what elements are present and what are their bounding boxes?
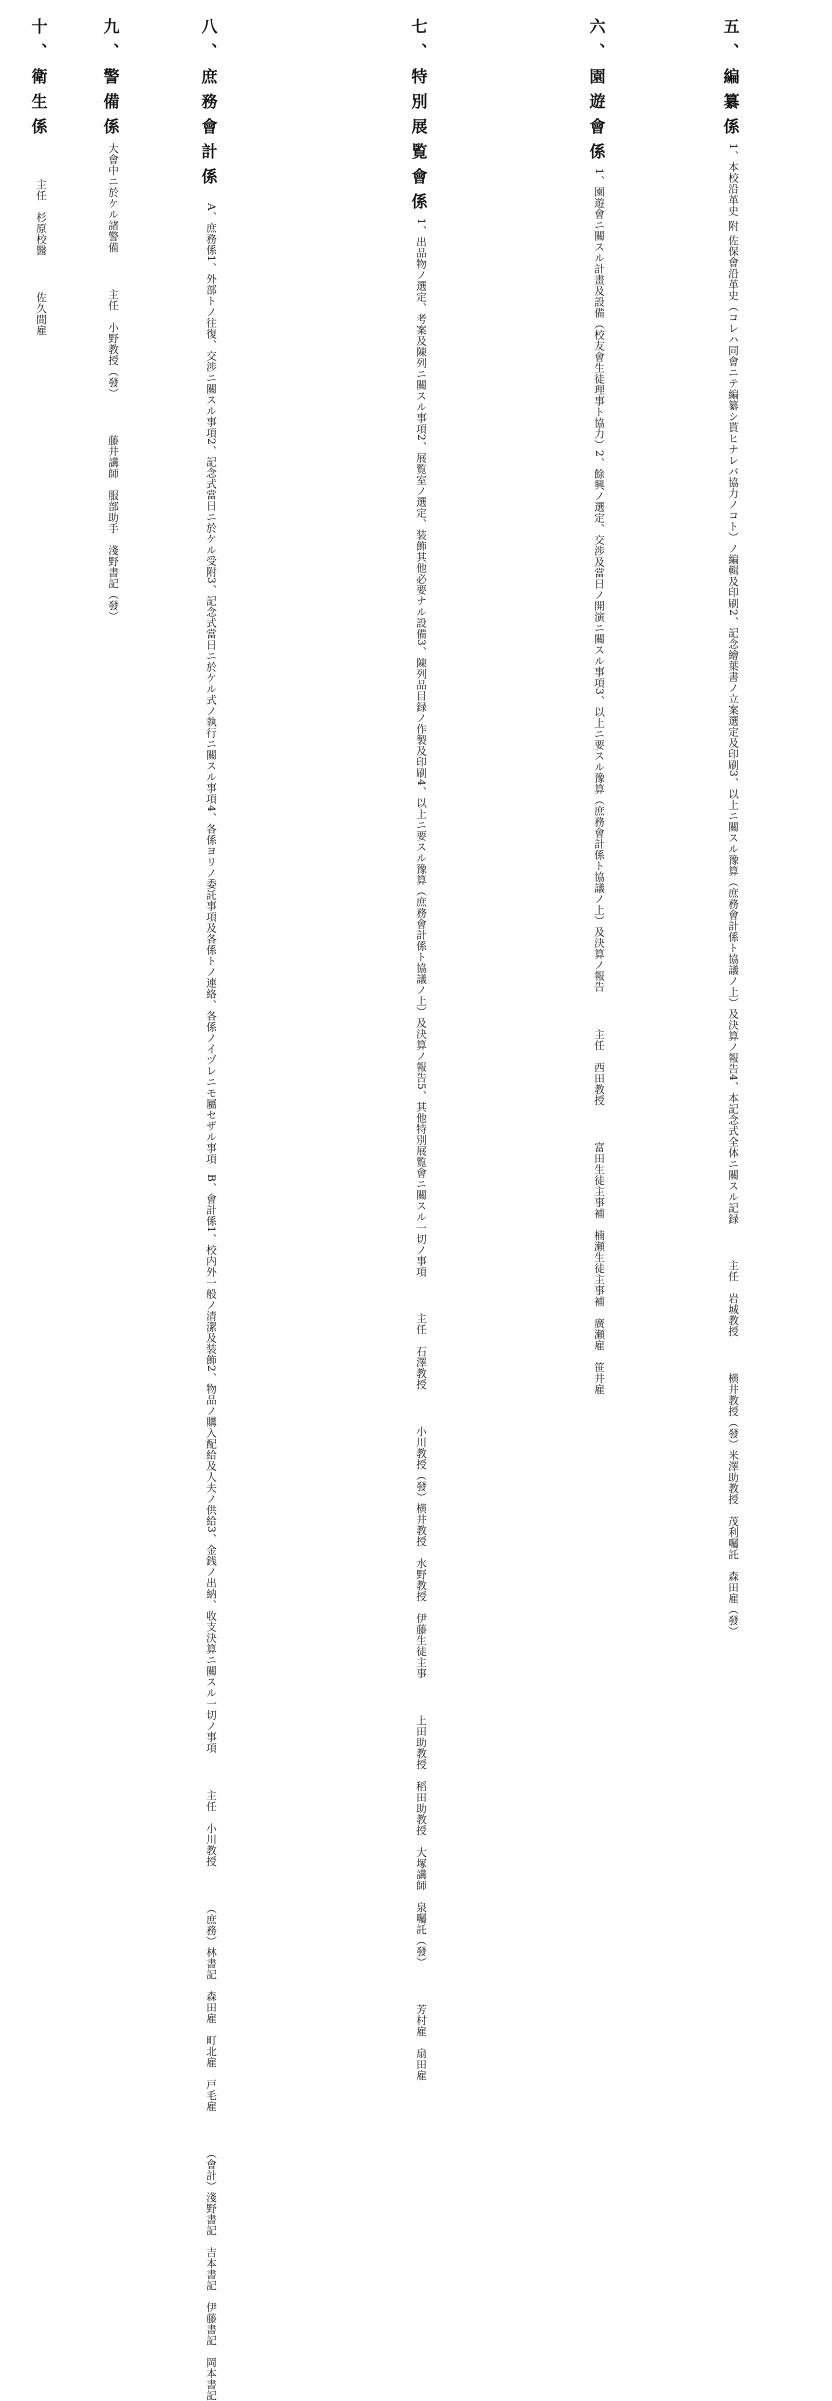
person-line: 主任 小野教授（發） xyxy=(107,289,119,399)
section-hygiene xyxy=(20,18,46,488)
subsection-label: B、會計係 xyxy=(205,1173,217,1227)
person-line: 横井教授（發）米澤助教授 茂利囑託 森田雇（發） xyxy=(727,1373,739,1638)
person-line: 主任 杉原校醫 xyxy=(35,179,47,256)
section-item: 4、本記念式全体ニ關スル記録 xyxy=(727,1074,739,1225)
section-item: 1、園遊會ニ關スル計畫及設備（校友會生徒理事ト協力） xyxy=(593,168,605,451)
section-heading: 五、編纂係 xyxy=(721,18,740,143)
section-item: 大會中ニ於ケル諸警備 xyxy=(107,143,119,253)
section-item: 3、陳列品目録ノ作製及印刷 xyxy=(415,639,427,779)
section-item: 1、外部トノ往復、交渉ニ關スル事項 xyxy=(205,255,217,439)
person-line: 藤井講師 服部助手 淺野書記（發） xyxy=(107,435,119,622)
section-item: 1、校内外一般ノ清潔及装飾 xyxy=(205,1226,217,1366)
person-line: 富田生徒主事補 楠瀬生徒主事補 廣瀬雇 笹井雇 xyxy=(593,1141,605,1395)
person-line: 主任 小川教授 xyxy=(205,1789,217,1867)
person-line: 小川教授（發）横井教授 水野教授 伊藤生徒主事 xyxy=(415,1425,427,1679)
section-heading: 六、園遊會係 xyxy=(587,18,606,168)
section-item: 2、物品ノ購入配給及人夫ノ供給 xyxy=(205,1365,217,1527)
section-item: 3、以上ニ要スル豫算（庶務會計係ト協議ノ上）及決算ノ報告 xyxy=(593,688,605,993)
section-item: 2、餘興ノ選定、交渉及當日ノ開演ニ關スル事項 xyxy=(593,450,605,689)
section-compilation xyxy=(712,18,740,1638)
person-line: （會計）淺野書記 吉本書記 伊藤書記 岡本書記 xyxy=(205,2147,217,2401)
section-heading: 七、特別展覧會係 xyxy=(409,18,428,218)
subsection-label: A、庶務係 xyxy=(205,203,217,256)
person-line: 芳村雇 扇田雇 xyxy=(415,2003,427,2081)
section-item: 3、金銭ノ出納、收支決算ニ關スル一切ノ事項 xyxy=(205,1526,217,1754)
section-item: 1、出品物ノ選定、考案及陳列ニ關スル事項 xyxy=(415,218,427,435)
person-line: 佐久間雇 xyxy=(35,292,47,336)
section-item: 2、記念式當日ニ於ケル受附 xyxy=(205,438,217,578)
section-item: 5、其他特別展覧會ニ關スル一切ノ事項 xyxy=(415,1082,427,1277)
section-heading: 九、警備係 xyxy=(101,18,120,143)
section-item: 1、本校沿革史 附 佐保會沿革史（コレハ同會ニテ編纂シ貰ヒナレバ協力ノコト）ノ編輯及印刷 xyxy=(727,143,739,609)
section-item: 3、記念式當日ニ於ケル式ノ執行ニ關スル事項 xyxy=(205,577,217,805)
section-item: 3、以上ニ關スル豫算（庶務會計係ト協議ノ上）及決算ノ報告 xyxy=(727,770,739,1075)
person-line: 主任 西田教授 xyxy=(593,1028,605,1106)
section-heading: 八、庶務會計係 xyxy=(199,18,218,193)
person-line: 主任 岩城教授 xyxy=(727,1260,739,1338)
section-security xyxy=(92,18,120,622)
person-line: （庶務）林書記 森田雇 町北雇 戸毛雇 xyxy=(205,1902,217,2112)
section-item: 4、以上ニ要スル豫算（庶務會計係ト協議ノ上）及決算ノ報告 xyxy=(415,778,427,1083)
section-item: 2、記念繪葉書ノ立案選定及印刷 xyxy=(727,608,739,771)
section-item: 2、展覧室ノ選定、装飾其他必要ナル設備 xyxy=(415,434,427,640)
person-line: 主任 石澤教授 xyxy=(415,1312,427,1390)
section-item: 4、各係ヨリノ委託事項及各係トノ連絡、各係ノイヅレニモ屬セザル事項 xyxy=(205,804,217,1164)
person-line: 上田助教授 稻田助教授 大塚講師 泉囑託（發） xyxy=(415,1714,427,1968)
section-heading: 十、衛生係 xyxy=(29,18,48,143)
section-garden-party xyxy=(578,18,606,1395)
section-special-exhibition xyxy=(400,18,428,2081)
section-general-affairs-accounting xyxy=(190,18,218,2401)
